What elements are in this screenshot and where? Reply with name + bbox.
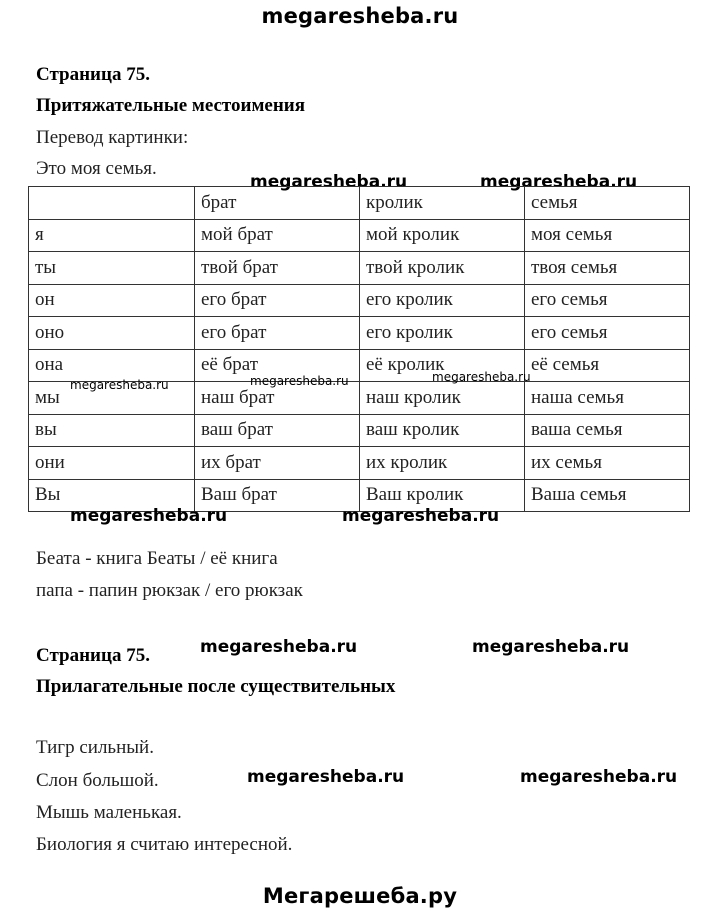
table-cell: его семья: [525, 284, 690, 317]
table-cell: ваш брат: [195, 414, 360, 447]
sentence: Биология я считаю интересной.: [36, 834, 293, 855]
table-cell: наш брат: [195, 382, 360, 415]
table-cell: ваша семья: [525, 414, 690, 447]
watermark: megaresheba.ru: [70, 378, 169, 392]
table-header-row: [29, 187, 690, 220]
table-row: [29, 219, 690, 252]
table-cell: их брат: [195, 447, 360, 480]
table-header-cell: семья: [525, 187, 690, 220]
watermark: megaresheba.ru: [432, 370, 531, 384]
table-header-cell: брат: [195, 187, 360, 220]
section2-page-label: Страница 75.: [36, 645, 150, 666]
table-cell: наша семья: [525, 382, 690, 415]
site-footer: Мегарешеба.ру: [262, 884, 458, 908]
table-cell: его кролик: [360, 284, 525, 317]
table-cell: она: [29, 349, 195, 382]
table-cell: ваш кролик: [360, 414, 525, 447]
table-row: [29, 317, 690, 350]
section1-line2: Это моя семья.: [36, 158, 157, 179]
site-header: megaresheba.ru: [261, 4, 459, 28]
section1-title: Притяжательные местоимения: [36, 95, 305, 116]
watermark: megaresheba.ru: [250, 172, 408, 192]
table-cell: его брат: [195, 317, 360, 350]
table-row: [29, 284, 690, 317]
table-cell: её брат: [195, 349, 360, 382]
table-header-cell: кролик: [360, 187, 525, 220]
watermark: megaresheba.ru: [480, 172, 638, 192]
table-cell: Ваш брат: [195, 479, 360, 512]
table-cell: я: [29, 219, 195, 252]
table-cell: её семья: [525, 349, 690, 382]
table-cell: Ваша семья: [525, 479, 690, 512]
watermark: megaresheba.ru: [342, 506, 500, 526]
sentence: Слон большой.: [36, 770, 159, 791]
table-cell: наш кролик: [360, 382, 525, 415]
example-line: папа - папин рюкзак / его рюкзак: [36, 580, 303, 601]
table-row: [29, 447, 690, 480]
sentence: Тигр сильный.: [36, 737, 154, 758]
sentence: Мышь маленькая.: [36, 802, 182, 823]
table-row: [29, 414, 690, 447]
watermark: megaresheba.ru: [250, 374, 349, 388]
table-cell: Ваш кролик: [360, 479, 525, 512]
table-cell: их семья: [525, 447, 690, 480]
pronoun-table: [28, 186, 690, 512]
table-cell: твой брат: [195, 252, 360, 285]
table-cell: их кролик: [360, 447, 525, 480]
table-cell: мы: [29, 382, 195, 415]
table-cell: моя семья: [525, 219, 690, 252]
table-cell: мой брат: [195, 219, 360, 252]
table-cell: оно: [29, 317, 195, 350]
section1-line1: Перевод картинки:: [36, 127, 189, 148]
watermark: megaresheba.ru: [520, 767, 678, 787]
table-cell: его семья: [525, 317, 690, 350]
section1-page-label: Страница 75.: [36, 64, 150, 85]
watermark: megaresheba.ru: [472, 637, 630, 657]
watermark: megaresheba.ru: [247, 767, 405, 787]
table-cell: мой кролик: [360, 219, 525, 252]
example-line: Беата - книга Беаты / её книга: [36, 548, 278, 569]
watermark: megaresheba.ru: [70, 506, 228, 526]
table-cell: они: [29, 447, 195, 480]
table-cell: твой кролик: [360, 252, 525, 285]
table-row: [29, 349, 690, 382]
table-cell: вы: [29, 414, 195, 447]
table-row: [29, 252, 690, 285]
table-header-cell: [29, 187, 195, 220]
table-cell: Вы: [29, 479, 195, 512]
section2-title: Прилагательные после существительных: [36, 676, 396, 697]
table-cell: твоя семья: [525, 252, 690, 285]
table-cell: его кролик: [360, 317, 525, 350]
watermark: megaresheba.ru: [200, 637, 358, 657]
table-cell: он: [29, 284, 195, 317]
table-cell: ты: [29, 252, 195, 285]
table-cell: его брат: [195, 284, 360, 317]
table-cell: её кролик: [360, 349, 525, 382]
